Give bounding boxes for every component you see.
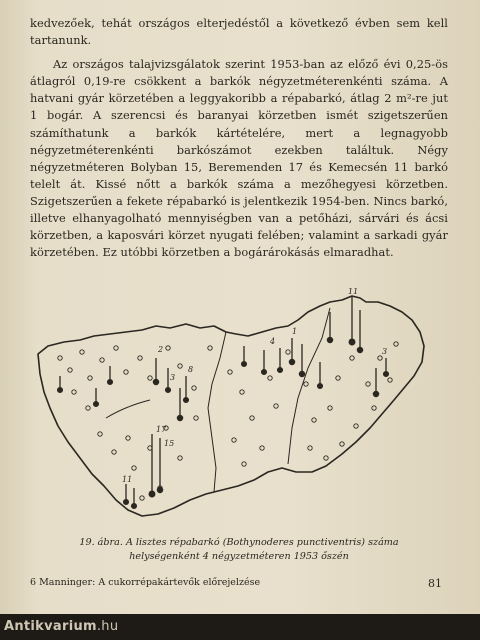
paragraph-2: Az országos talajvizsgálatok szerint 1953-ban az előző évi 0,25-ös átlagról 0,19-re csökkent a barkók négyzetméterenkénti száma. A hatvani gyár körzetében a leggyakoribb a répabarkó, átlag 2 m²-re jut 1 bogár. A szerencsi és baranyai körzetben ismét szigetszerűen számíthatunk a barkók kártételére, mert a legnagyobb négyzetméterenkénti barkószámot ezekben találtuk. Négy négyzetméteren Bolyban 15, Beremenden 17 és Kemecsén 11 barkó telelt át. Kissé nőtt a barkók száma a mezőhegyesi körzetben. Szigetszerűen a fekete répabarkó is jelentkezik 1954-ben. Nincs barkó, illetve elhanyagolható mennyiségben van a petőházi, sárvári és ácsi körzetben, a kaposvári körzet nyugati felében; valamint a sarkadi gyár körzetében. Ez utóbbi körzetben a bogárárokásás elmaradhat.: [30, 57, 448, 260]
footer-running-title: 6 Manninger: A cukorrépakártevők előrejelzése: [30, 577, 261, 588]
map-label-15: 15: [164, 439, 175, 448]
map-number-labels: [122, 288, 387, 484]
map-label-4: 4: [270, 337, 276, 346]
map-label-3: 3: [170, 373, 176, 382]
small-circle-markers: [58, 342, 398, 500]
pin-markers: [58, 296, 389, 508]
figure-caption: [30, 536, 448, 564]
map-label-11b: 11: [348, 288, 359, 296]
map-label-11: 11: [122, 475, 133, 484]
page-footer: [30, 577, 442, 590]
caption-line-1: 19. ábra. A lisztes répabarkó (Bothynoderes punctiventris) száma: [79, 537, 399, 548]
map-label-3b: 3: [382, 347, 388, 356]
map-label-2: 2: [158, 345, 164, 354]
lake-balaton: [106, 400, 150, 418]
hungary-distribution-map: [30, 288, 440, 528]
watermark-brand: Antikvarium: [4, 619, 97, 634]
map-label-8: 8: [188, 365, 194, 374]
map-label-1: 1: [292, 327, 298, 336]
caption-line-2: helységenként 4 négyzetméteren 1953 őszén: [129, 551, 349, 562]
body-text: [30, 15, 448, 261]
map-label-17: 17: [156, 425, 167, 434]
river-line: [208, 332, 226, 492]
watermark-bar: [0, 614, 480, 640]
watermark-domain: .hu: [96, 619, 119, 634]
page-number: 81: [428, 577, 442, 590]
paragraph-1: kedvezőek, tehát országos elterjedéstől a következő évben sem kell tartanunk.: [30, 16, 448, 48]
